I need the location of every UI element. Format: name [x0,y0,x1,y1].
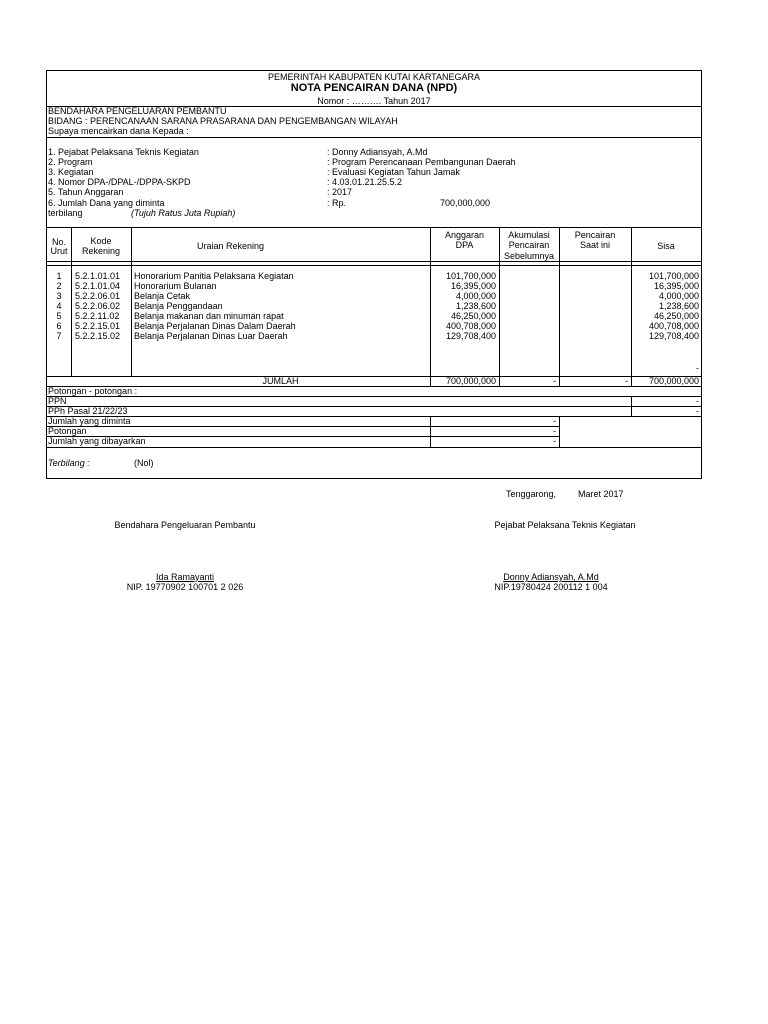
row-kode: 5.2.2.06.01 [75,291,121,301]
row-no: 4 [56,301,62,311]
divider [47,406,701,407]
right-signer-role: Pejabat Pelaksana Teknis Kegiatan [494,520,636,530]
row-sisa: 1,238,600 [658,301,699,311]
date: Maret 2017 [578,489,624,499]
right-signer-name: Donny Adiansyah, A.Md [503,572,599,582]
row-kode: 5.2.2.11.02 [75,311,120,321]
row-sisa: 129,708,400 [648,331,699,341]
npd-document [46,70,702,479]
info-value: : 4.03.01.21.25.5.2 [327,177,403,187]
potongan-header: Potongan - potongan : [48,386,138,396]
row-sisa: 400,708,000 [648,321,699,331]
terbilang2-label: Terbilang : [48,458,90,468]
row-no: 6 [56,321,62,331]
info-value: : Evaluasi Kegiatan Tahun Jamak [327,167,460,177]
place: Tenggarong, [506,489,557,499]
row-sisa: 101,700,000 [648,271,699,281]
info-value: : Donny Adiansyah, A.Md [327,147,428,157]
left-signer-name: Ida Ramayanti [155,572,215,582]
row-anggaran: 400,708,000 [445,321,496,331]
row-kode: 5.2.1.01.04 [75,281,121,291]
column-line [559,227,560,386]
header-no: Urut [50,246,68,256]
row-sisa: 4,000,000 [658,291,699,301]
row-sisa: 46,250,000 [653,311,699,321]
row-no: 7 [56,331,62,341]
column-line [631,396,632,416]
left-signer-nip: NIP. 19770902 100701 2 026 [126,582,244,592]
row-anggaran: 4,000,000 [455,291,496,301]
info-value: : 2017 [327,187,353,197]
header-sisa: Sisa [657,241,675,251]
row-sisa: 16,395,000 [653,281,699,291]
summary-label: Jumlah yang dibayarkan [48,436,146,446]
column-line [430,416,431,447]
row-sisa-blank: - [696,363,699,373]
pph-value: - [696,406,699,416]
row-uraian: Belanja Penggandaan [134,301,223,311]
terbilang-label: terbilang [48,208,83,218]
row-uraian: Belanja makanan dan minuman rapat [134,311,284,321]
ppn-value: - [696,396,699,406]
bidang-label: BIDANG : PERENCANAAN SARANA PRASARANA DAN PENGEMBANGAN WILAYAH [48,116,398,126]
document-number: Nomor : ………. Tahun 2017 [317,96,431,106]
amount-requested: 700,000,000 [440,198,491,208]
row-no: 2 [56,281,62,291]
row-no: 3 [56,291,62,301]
jumlah-anggaran: 700,000,000 [445,376,496,386]
row-kode: 5.2.2.15.01 [75,321,121,331]
header-pencairan: Saat ini [579,240,611,250]
row-anggaran: 101,700,000 [445,271,496,281]
header-no: No. [51,237,66,247]
header-uraian: Uraian Rekening [196,241,265,251]
left-signer-role: Bendahara Pengeluaran Pembantu [114,520,256,530]
row-uraian: Belanja Perjalanan Dinas Luar Daerah [134,331,288,341]
table-top-border [47,227,701,228]
info-value: : Rp. [327,198,347,208]
summary-label: Potongan [48,426,87,436]
row-anggaran: 129,708,400 [445,331,496,341]
jumlah-pencairan: - [625,376,628,386]
jumlah-border [47,386,701,387]
divider [47,137,701,138]
row-anggaran: 46,250,000 [450,311,496,321]
header-akumulasi: Akumulasi [508,230,550,240]
divider [47,416,701,417]
row-kode: 5.2.2.15.02 [75,331,121,341]
bendahara-label: BENDAHARA PENGELUARAN PEMBANTU [48,106,227,116]
table-header-border [47,261,701,262]
header-pencairan: Pencairan [574,230,616,240]
info-label: 3. Kegiatan [48,167,94,177]
header-anggaran: Anggaran [444,230,485,240]
pph-label: PPh Pasal 21/22/23 [48,406,128,416]
row-uraian: Honorarium Bulanan [134,281,217,291]
column-line [559,416,560,447]
row-kode: 5.2.1.01.01 [75,271,121,281]
summary-value: - [553,426,556,436]
row-no: 5 [56,311,62,321]
terbilang-text: (Tujuh Ratus Juta Rupiah) [131,208,236,218]
header-kode: Rekening [81,246,121,256]
summary-label: Jumlah yang diminta [48,416,131,426]
info-label: 4. Nomor DPA-/DPAL-/DPPA-SKPD [48,177,191,187]
info-label: 5. Tahun Anggaran [48,187,124,197]
summary-value: - [553,436,556,446]
jumlah-label: JUMLAH [262,376,299,386]
row-uraian: Belanja Cetak [134,291,191,301]
document-title: NOTA PENCAIRAN DANA (NPD) [290,82,458,94]
row-kode: 5.2.2.06.02 [75,301,121,311]
jumlah-sisa: 700,000,000 [648,376,699,386]
terbilang2-value: (Nol) [134,458,154,468]
row-anggaran: 16,395,000 [450,281,496,291]
info-label: 2. Program [48,157,93,167]
divider [47,447,701,448]
row-uraian: Honorarium Panitia Pelaksana Kegiatan [134,271,294,281]
header-akumulasi: Pencairan [508,240,550,250]
table-header-border [47,265,701,266]
header-anggaran: DPA [455,240,474,250]
jumlah-akumulasi: - [553,376,556,386]
row-anggaran: 1,238,600 [455,301,496,311]
info-label: 6. Jumlah Dana yang diminta [48,198,165,208]
supaya-label: Supaya mencairkan dana Kepada : [48,126,189,136]
divider [47,396,701,397]
info-label: 1. Pejabat Pelaksana Teknis Kegiatan [48,147,199,157]
info-value: : Program Perencanaan Pembangunan Daerah [327,157,516,167]
ppn-label: PPN [48,396,67,406]
row-uraian: Belanja Perjalanan Dinas Dalam Daerah [134,321,296,331]
government-header: PEMERINTAH KABUPATEN KUTAI KARTANEGARA [267,72,481,82]
summary-value: - [553,416,556,426]
row-no: 1 [56,271,62,281]
header-akumulasi: Sebelumnya [503,251,555,261]
right-signer-nip: NIP.19780424 200112 1 004 [494,582,608,592]
header-kode: Kode [90,236,112,246]
